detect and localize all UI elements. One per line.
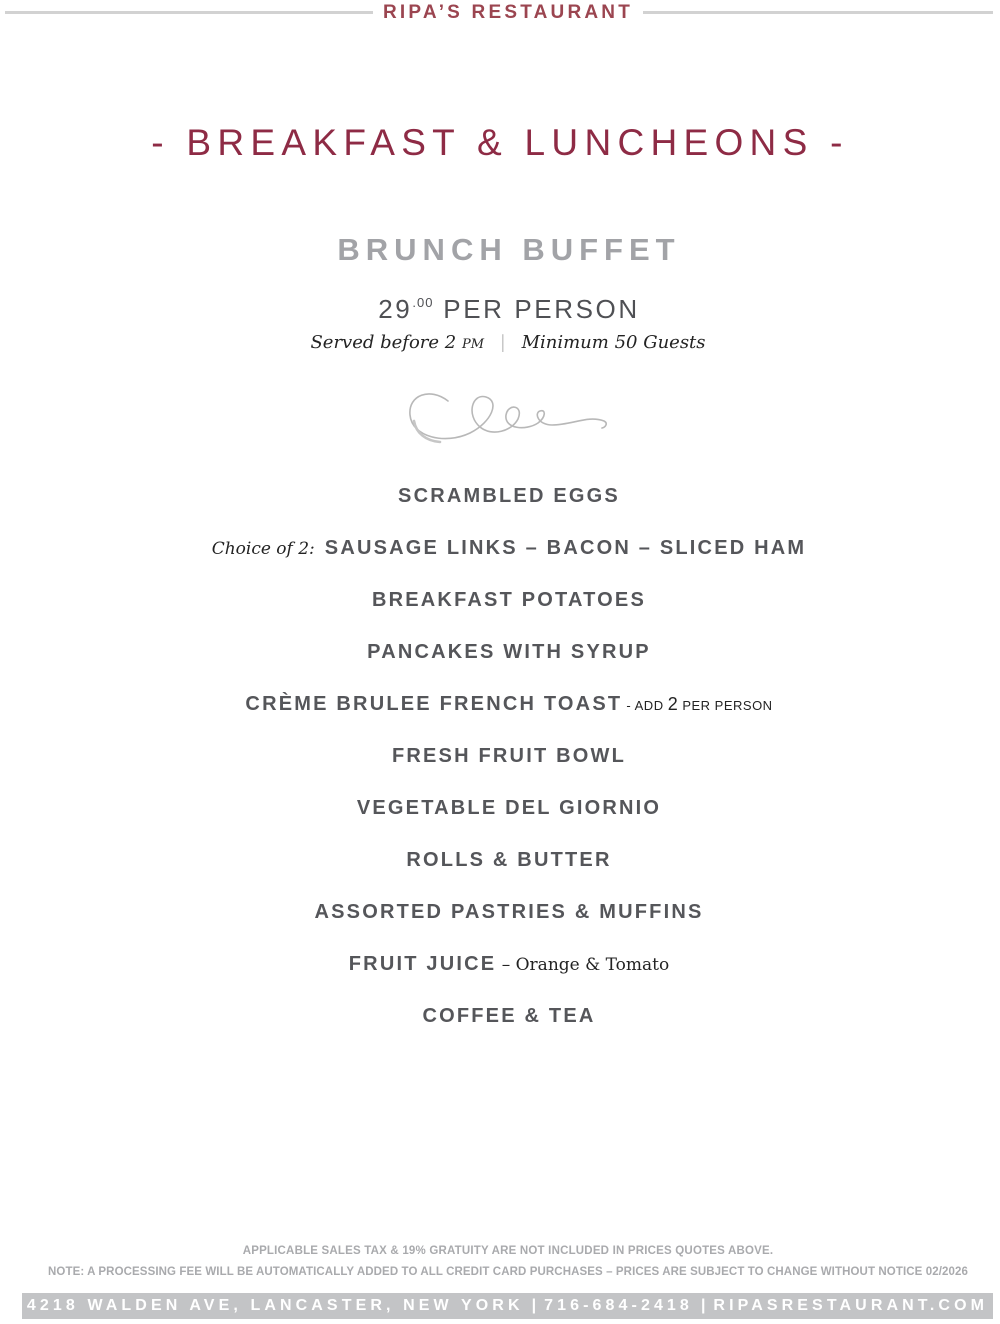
- buffet-title: BRUNCH BUFFET: [337, 232, 681, 267]
- menu-item-label: PANCAKES WITH SYRUP: [367, 641, 651, 663]
- menu-item-label: VEGETABLE DEL GIORNIO: [356, 797, 662, 819]
- menu-item-label: ASSORTED PASTRIES & MUFFINS: [314, 901, 704, 923]
- menu-item: [0, 689, 1000, 741]
- menu-item-label: SCRAMBLED EGGS: [398, 485, 620, 507]
- header-rule-left: [5, 11, 373, 14]
- menu-item: [0, 845, 1000, 897]
- menu-item: [0, 637, 1000, 689]
- phone-number[interactable]: 716-684-2418: [544, 1297, 693, 1314]
- menu-item-label: COFFEE & TEA: [422, 1005, 596, 1027]
- restaurant-name: RIPA’S RESTAURANT: [382, 2, 634, 23]
- served-before: Served before 2: [310, 332, 457, 353]
- fee-disclaimer: NOTE: A PROCESSING FEE WILL BE AUTOMATICALLY ADDED TO ALL CREDIT CARD PURCHASES – PRICES ARE SUBJECT TO CHANGE WITHOUT NOTICE 02/2026: [48, 1266, 968, 1278]
- served-time-suffix: PM: [461, 337, 485, 352]
- menu-item-prefix: Choice of 2:: [211, 539, 315, 559]
- menu-item: [0, 793, 1000, 845]
- menu-item: [0, 897, 1000, 949]
- price-cents: .00: [412, 295, 434, 310]
- separator: |: [531, 1297, 537, 1314]
- menu-item-list: [0, 481, 1000, 1053]
- menu-item-label: BREAKFAST POTATOES: [371, 589, 647, 611]
- buffet-price: [0, 286, 1000, 326]
- header-rule-right: [643, 11, 993, 14]
- minimum-guests: Minimum 50 Guests: [521, 332, 706, 353]
- address: 4218 WALDEN AVE, LANCASTER, NEW YORK: [26, 1297, 524, 1314]
- price-whole: 29: [378, 294, 413, 324]
- menu-item-label: FRESH FRUIT BOWL: [391, 745, 627, 767]
- separator: |: [700, 1297, 706, 1314]
- contact-footer: [22, 1293, 993, 1319]
- menu-item: [0, 481, 1000, 533]
- menu-item-note: – Orange & Tomato: [496, 955, 670, 975]
- menu-item-label: ROLLS & BUTTER: [406, 849, 612, 871]
- menu-item: [0, 949, 1000, 1001]
- price-suffix: PER PERSON: [433, 294, 640, 324]
- menu-item: [0, 741, 1000, 793]
- separator: |: [499, 332, 506, 353]
- menu-item: [0, 1001, 1000, 1053]
- menu-item-surcharge: - ADD 2 PER PERSON: [622, 694, 773, 714]
- website-link[interactable]: RIPASRESTAURANT.COM: [713, 1297, 989, 1314]
- menu-item-label: CRÈME BRULEE FRENCH TOAST: [245, 693, 623, 715]
- restaurant-header: [0, 0, 1000, 26]
- menu-item: [0, 533, 1000, 585]
- swirl-flourish-icon: [400, 385, 615, 455]
- section-title: - BREAKFAST & LUNCHEONS -: [151, 122, 849, 163]
- tax-disclaimer: APPLICABLE SALES TAX & 19% GRATUITY ARE NOT INCLUDED IN PRICES QUOTES ABOVE.: [242, 1245, 774, 1257]
- menu-item-label: SAUSAGE LINKS – BACON – SLICED HAM: [324, 537, 807, 559]
- menu-item-label: FRUIT JUICE: [348, 953, 497, 975]
- service-conditions: [0, 330, 1000, 358]
- menu-item: [0, 585, 1000, 637]
